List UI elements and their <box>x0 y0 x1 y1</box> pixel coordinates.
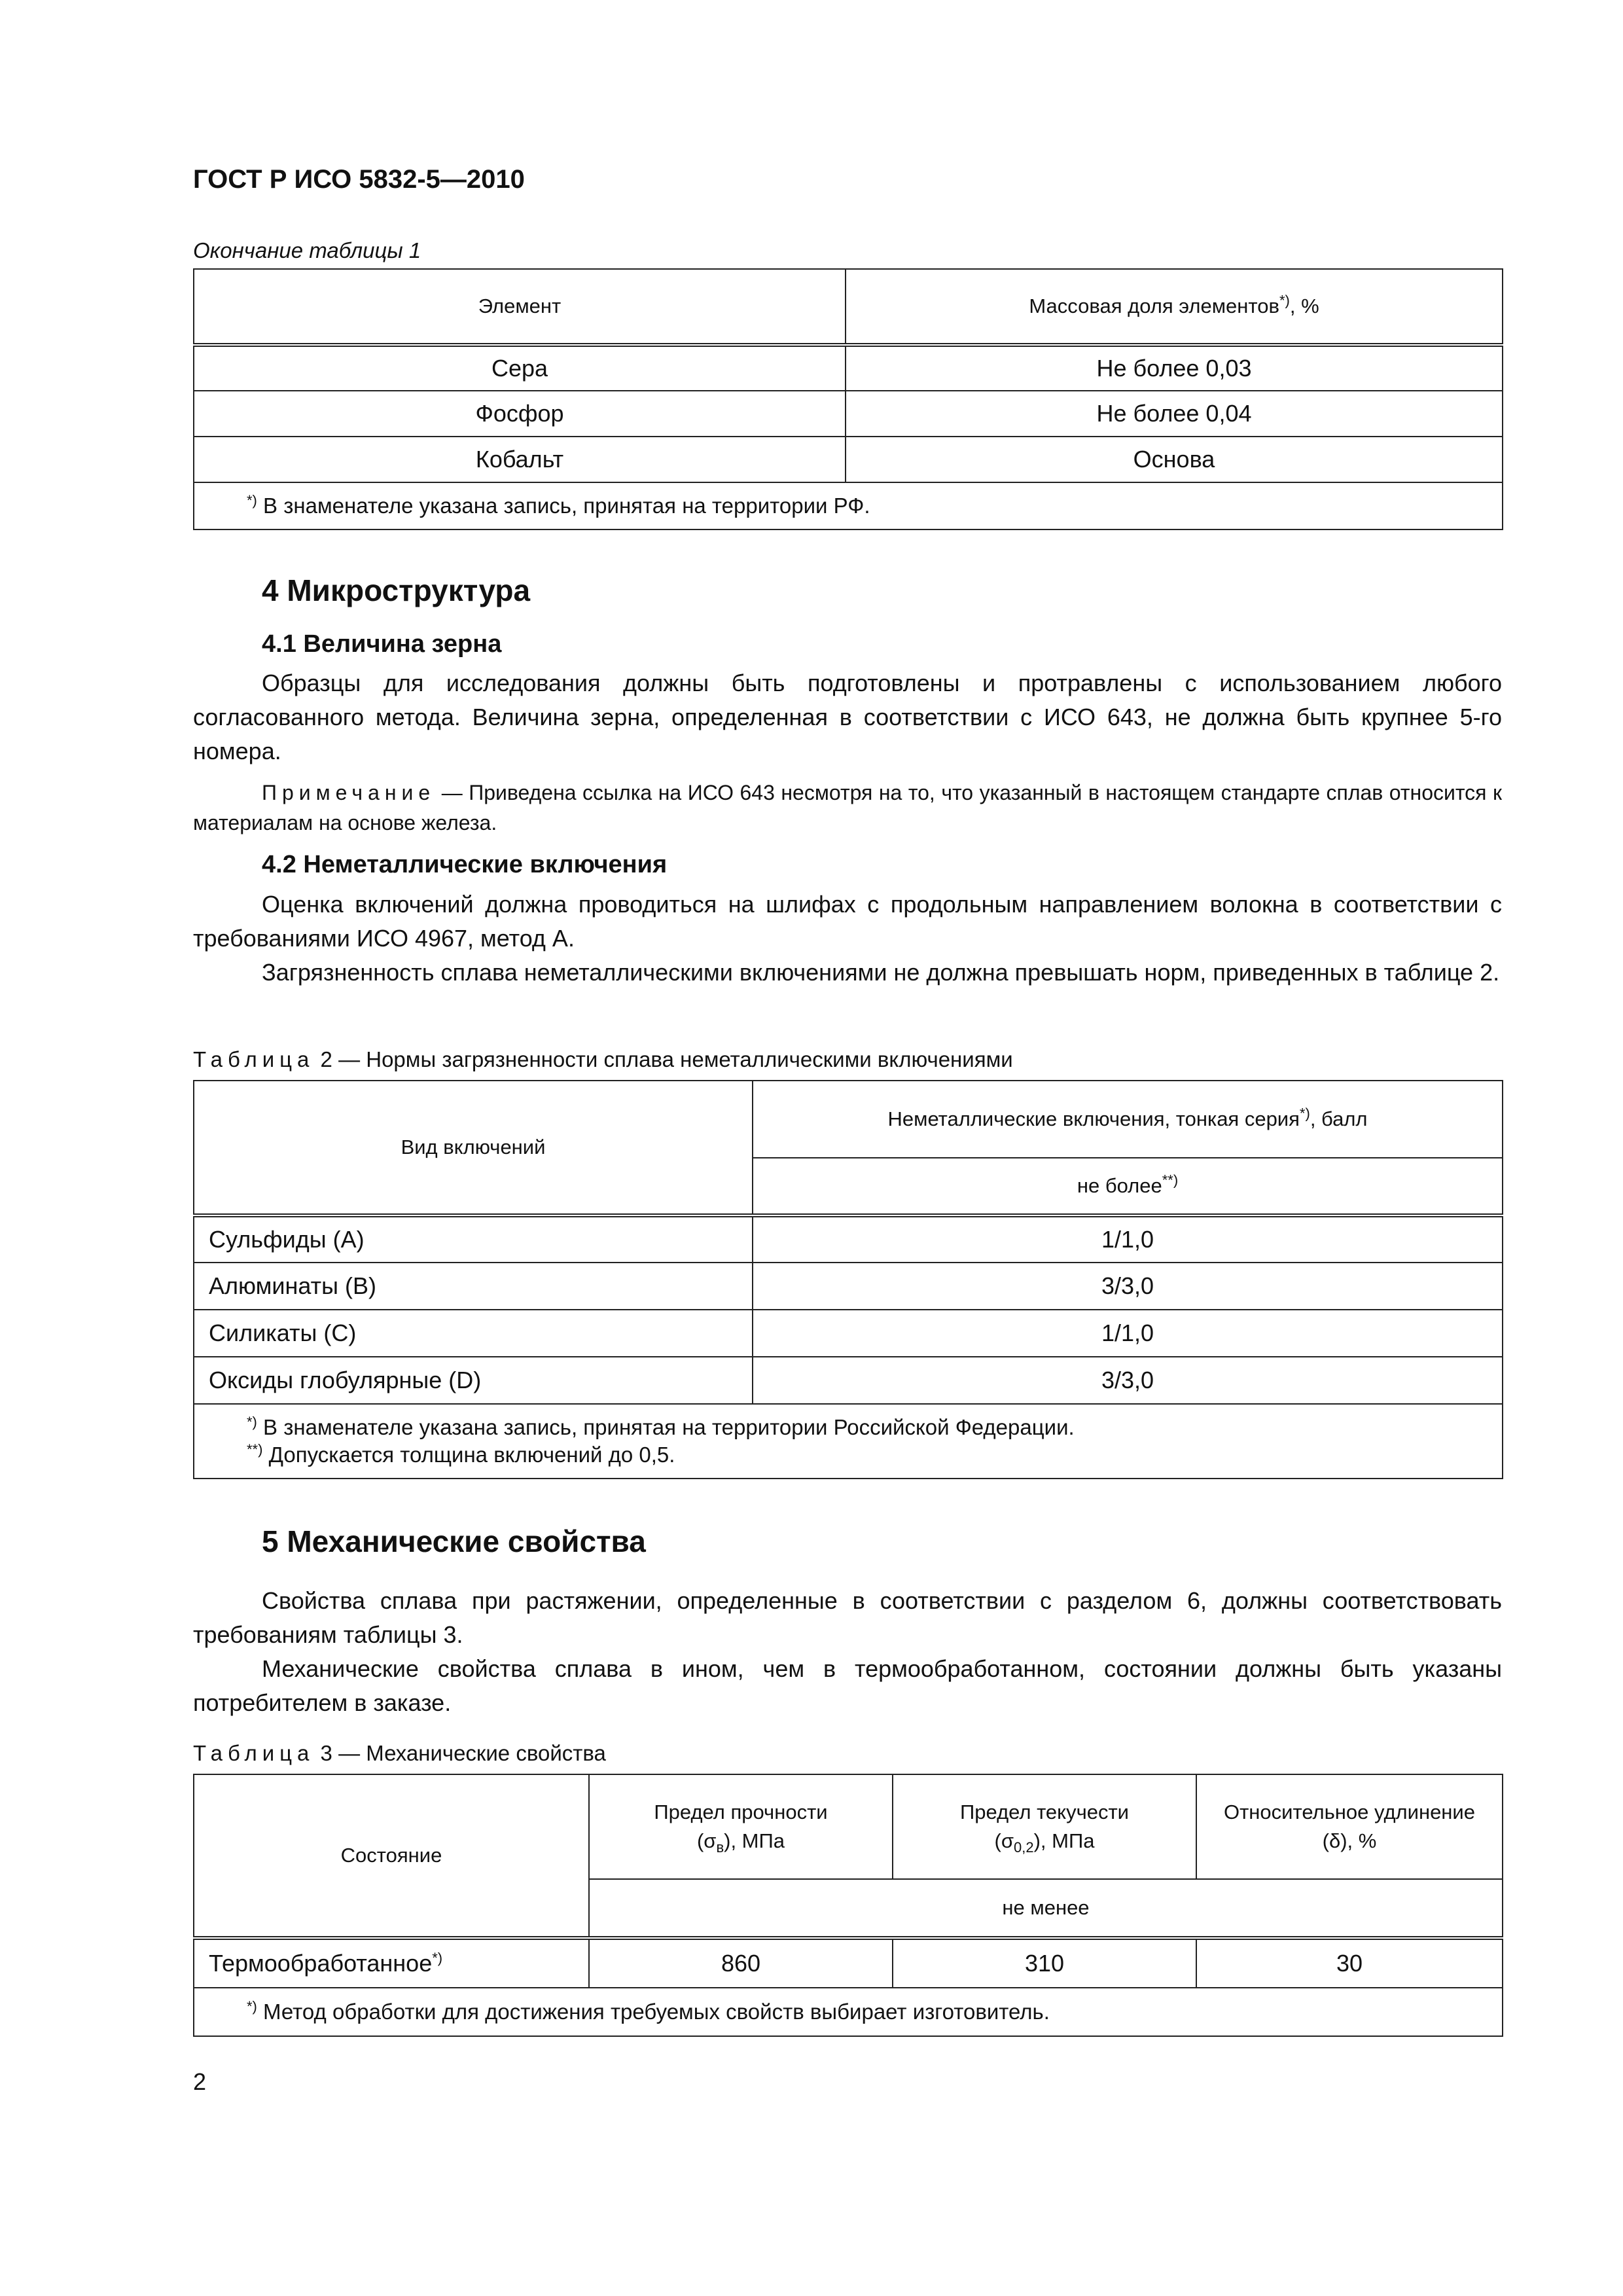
table3 <box>193 1774 1503 2037</box>
table-row: Термообработанное*) 860 310 30 <box>194 1938 1503 1988</box>
table3-header-min: не менее <box>589 1879 1503 1938</box>
table1-footnote: *) В знаменателе указана запись, принятая на территории РФ. <box>194 482 1503 529</box>
table2 <box>193 1080 1503 1479</box>
section42-text: Оценка включений должна проводиться на шлифах с продольным направлением волокна в соответствии с требованиями ИСО 4967, метод А. Загрязненность сплава неметаллическими включениями не должна превышать норм, приведенных в таблице 2. <box>193 891 1502 986</box>
table2-caption: Таблица 2 — Нормы загрязненности сплава неметаллическими включениями <box>193 1047 1013 1071</box>
table2-header-kind: Вид включений <box>194 1081 753 1215</box>
table3-header-strength: Предел прочности $(\sigma_в)$, МПа <box>589 1774 893 1879</box>
section41-text: Образцы для исследования должны быть подготовлены и протравлены с использованием любого согласованного метода. Величина зерна, определенная в соответствии с ИСО 643, не должна быть крупнее 5-го номера. <box>193 670 1502 764</box>
table3-header-yield: Предел текучести $(\sigma_{0,2})$, МПа <box>893 1774 1196 1879</box>
table2-header-max: не более**) <box>753 1158 1503 1215</box>
page-number: 2 <box>193 2068 207 2095</box>
table1-header-mass: Массовая доля элементов*), % <box>846 269 1503 345</box>
table2-footnotes: *) В знаменателе указана запись, принятая на территории Российской Федерации. **) Допускается толщина включений до 0,5. <box>194 1404 1503 1479</box>
section41-note: Примечание — Приведена ссылка на ИСО 643 несмотря на то, что указанный в настоящем стандарте сплав относится к материалам на основе железа. <box>193 781 1502 834</box>
table-row: Сульфиды (A) 1/1,0 <box>194 1215 1503 1263</box>
table3-footnote: *) Метод обработки для достижения требуемых свойств выбирает изготовитель. <box>194 1988 1503 2036</box>
section4-title: 4 Микроструктура <box>262 573 531 607</box>
section5-text: Свойства сплава при растяжении, определенные в соответствии с разделом 6, должны соответствовать требованиям таблицы 3. Механические свойства сплава в ином, чем в термообработанном, состоянии должны быть указаны потребителем в заказе. <box>193 1587 1502 1716</box>
table-row: Кобальт Основа <box>194 437 1503 482</box>
section41-title: 4.1 Величина зерна <box>262 630 502 658</box>
table1 <box>193 268 1503 530</box>
table-row: Сера Не более 0,03 <box>194 345 1503 391</box>
table1-caption: Окончание таблицы 1 <box>193 238 421 262</box>
table3-header-state: Состояние <box>194 1774 589 1938</box>
table-row: Оксиды глобулярные (D) 3/3,0 <box>194 1357 1503 1404</box>
table-row: Алюминаты (B) 3/3,0 <box>194 1263 1503 1310</box>
document-code: ГОСТ Р ИСО 5832-5—2010 <box>193 165 525 194</box>
table-row: Силикаты (C) 1/1,0 <box>194 1310 1503 1357</box>
table-row: Фосфор Не более 0,04 <box>194 391 1503 437</box>
table3-caption: Таблица 3 — Механические свойства <box>193 1741 606 1765</box>
table3-header-elongation: Относительное удлинение (δ), % <box>1196 1774 1503 1879</box>
section42-title: 4.2 Неметаллические включения <box>262 851 668 878</box>
section5-title: 5 Механические свойства <box>262 1524 646 1558</box>
table2-header-nonmetal: Неметаллические включения, тонкая серия*), балл <box>753 1081 1503 1158</box>
table1-header-element: Элемент <box>194 269 846 345</box>
